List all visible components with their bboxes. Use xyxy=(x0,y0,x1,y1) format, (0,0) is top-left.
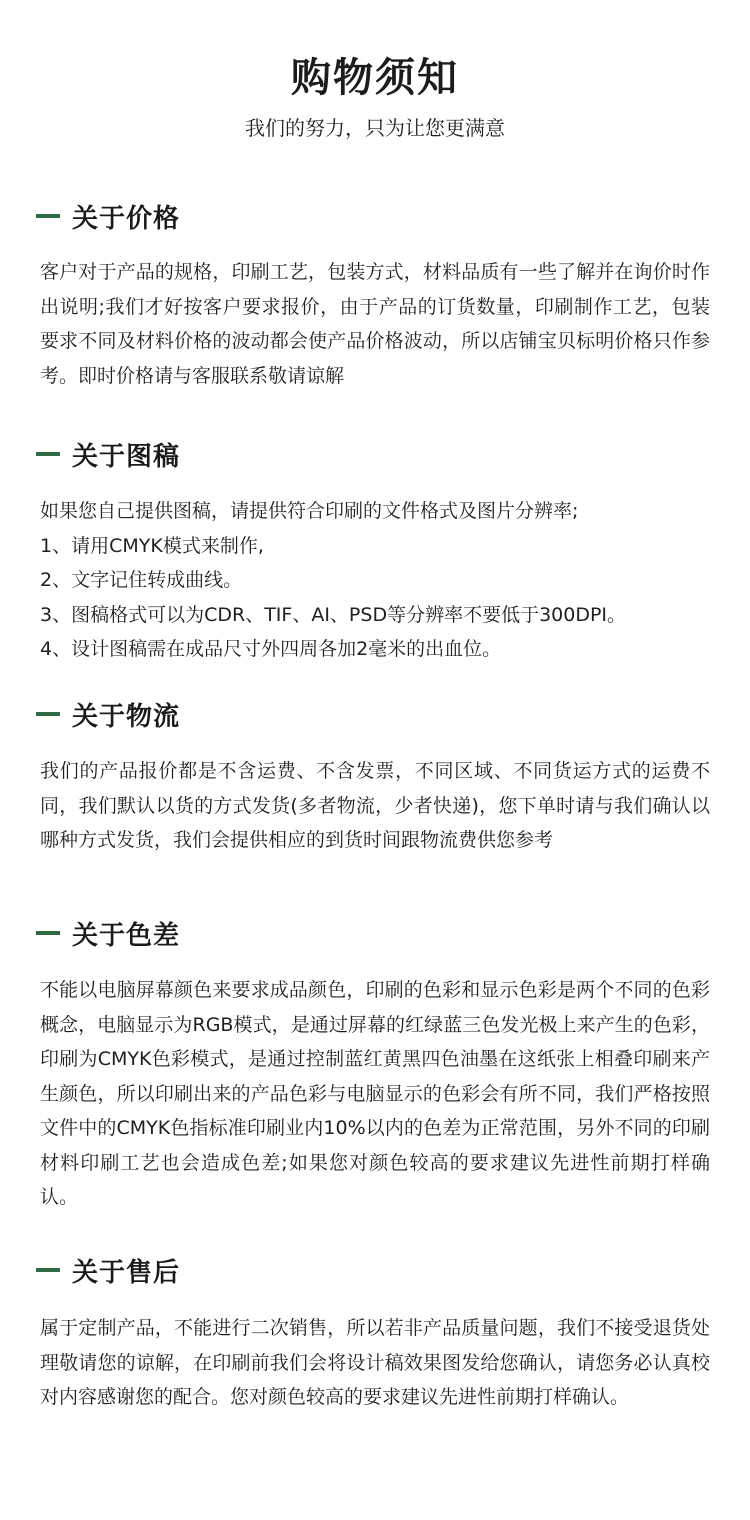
list-item: 3、图稿格式可以为CDR、TIF、AI、PSD等分辨率不要低于300DPI。 xyxy=(40,603,627,626)
section-heading-aftersales xyxy=(36,1250,180,1290)
list-item: 1、请用CMYK模式来制作, xyxy=(40,534,264,557)
section-title: 关于售后 xyxy=(72,1257,181,1288)
list-item: 4、设计图稿需在成品尺寸外四周各加2毫米的出血位。 xyxy=(40,638,502,660)
section-heading-artwork xyxy=(36,434,180,474)
heading-dash-icon xyxy=(36,712,60,716)
section-heading-price xyxy=(36,196,180,236)
list-item: 如果您自己提供图稿，请提供符合印刷的文件格式及图片分辨率; xyxy=(40,500,579,522)
section-title: 关于价格 xyxy=(72,203,181,234)
section-body-price: 客户对于产品的规格，印刷工艺，包装方式，材料品质有一些了解并在询价时作出说明;我们才好按客户要求报价，由于产品的订货数量，印刷制作工艺，包装要求不同及材料价格的波动都会使产品价格波动，所以店铺宝贝标明价格只作参考。即时价格请与客服联系敬请谅解 xyxy=(40,261,710,387)
page-subtitle: 我们的努力，只为让您更满意 xyxy=(245,116,505,140)
heading-dash-icon xyxy=(36,931,60,935)
section-body-aftersales: 属于定制产品，不能进行二次销售，所以若非产品质量问题，我们不接受退货处理敬请您的谅解，在印刷前我们会将设计稿效果图发给您确认，请您务必认真校对内容感谢您的配合。您对颜色较高的要求建议先进性前期打样确认。 xyxy=(40,1317,710,1408)
section-title: 关于图稿 xyxy=(72,441,181,472)
section-body-logistics: 我们的产品报价都是不含运费、不含发票，不同区域、不同货运方式的运费不同，我们默认以货的方式发货(多者物流，少者快递)，您下单时请与我们确认以哪种方式发货，我们会提供相应的到货时间跟物流费供您参考 xyxy=(40,760,710,851)
heading-dash-icon xyxy=(36,214,60,218)
section-body-color: 不能以电脑屏幕颜色来要求成品颜色，印刷的色彩和显示色彩是两个不同的色彩概念，电脑显示为RGB模式，是通过屏幕的红绿蓝三色发光极上来产生的色彩，印刷为CMYK色彩模式，是通过控制蓝红黄黑四色油墨在这纸张上相叠印刷来产生颜色，所以印刷出来的产品色彩与电脑显示的色彩会有所不同，我们严格按照文件中的CMYK色指标准印刷业内10%以内的色差为正常范围，另外不同的印刷材料印刷工艺也会造成色差;如果您对颜色较高的要求建议先进性前期打样确认。 xyxy=(40,979,710,1208)
section-heading-color xyxy=(36,913,180,953)
page-title: 购物须知 xyxy=(291,55,459,101)
section-heading-logistics xyxy=(36,694,180,734)
heading-dash-icon xyxy=(36,452,60,456)
heading-dash-icon xyxy=(36,1268,60,1272)
section-title: 关于色差 xyxy=(72,920,181,951)
section-body-artwork xyxy=(40,494,710,667)
section-title: 关于物流 xyxy=(72,701,181,732)
list-item: 2、文字记住转成曲线。 xyxy=(40,569,243,591)
